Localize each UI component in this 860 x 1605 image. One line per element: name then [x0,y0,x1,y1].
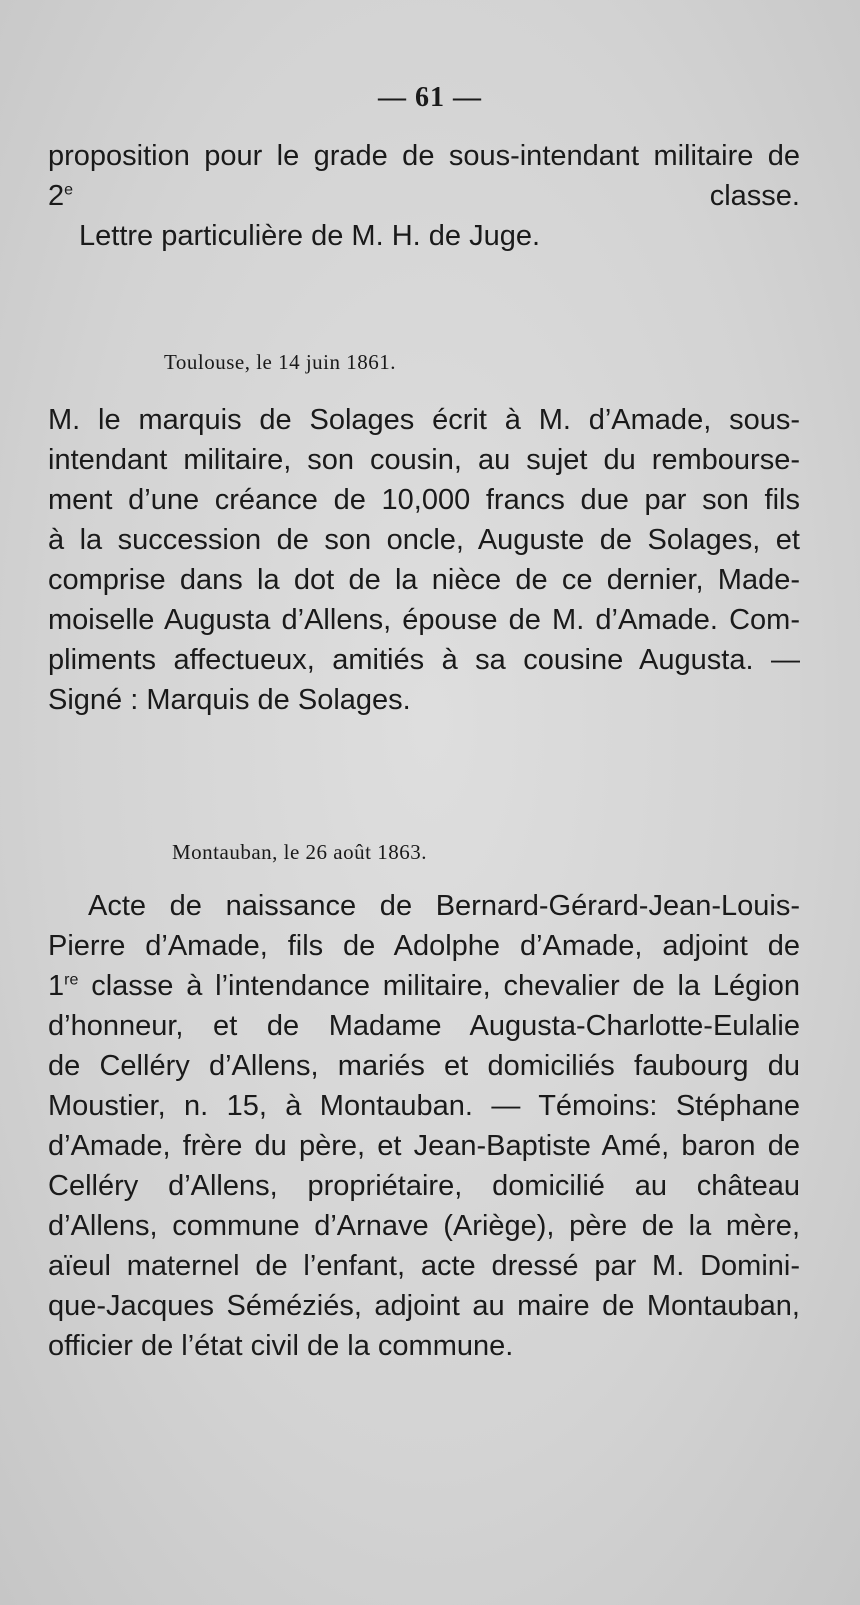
paragraph-1 [48,136,800,256]
dateline-toulouse: Toulouse, le 14 juin 1861. [164,350,397,374]
ordinal-suffix: re [64,971,79,989]
ordinal-number: 1 [48,970,65,1002]
text-fragment: classe à l’intendance militaire, chevalier de la Légion [78,970,800,1002]
text-line: M. le marquis de Solages écrit à M. d’Amade, sous- [48,404,800,436]
text-line: Lettre particulière de M. H. de Juge. [79,220,541,252]
text-line: comprise dans la dot de la nièce de ce dernier, Made- [48,564,800,596]
ordinal-suffix: e [64,181,74,199]
text-line: d’Amade, frère du père, et Jean-Baptiste Amé, baron de [48,1130,800,1162]
paragraph-3 [48,886,800,1366]
text-line [48,966,800,1006]
text-line: à la succession de son oncle, Auguste de Solages, et [48,524,800,556]
text-line: d’honneur, et de Madame Augusta-Charlotte-Eulalie [48,1010,800,1042]
text-line: d’Allens, commune d’Arnave (Ariège), père de la mère, [48,1210,800,1242]
dateline-montauban: Montauban, le 26 août 1863. [172,840,427,864]
text-line: pliments affectueux, amitiés à sa cousine Augusta. — [48,644,800,676]
text-fragment: classe. [73,180,800,212]
paragraph-2 [48,400,800,720]
text-line: de Celléry d’Allens, mariés et domiciliés faubourg du [48,1050,800,1082]
text-line: Celléry d’Allens, propriétaire, domicilié au château [48,1170,800,1202]
text-line [48,176,800,216]
text-line: que-Jacques Séméziés, adjoint au maire de Montauban, [48,1290,800,1322]
text-line: Moustier, n. 15, à Montauban. — Témoins: Stéphane [48,1090,800,1122]
ordinal-number: 2 [48,180,65,212]
page-number: — 61 — [378,82,482,113]
text-line: intendant militaire, son cousin, au sujet du rembourse- [48,444,800,476]
text-line: officier de l’état civil de la commune. [48,1330,514,1362]
text-line: aïeul maternel de l’enfant, acte dressé par M. Domini- [48,1250,800,1282]
text-line: proposition pour le grade de sous-intendant militaire de [48,140,800,172]
text-line: ment d’une créance de 10,000 francs due par son fils [48,484,800,516]
text-line: moiselle Augusta d’Allens, épouse de M. d’Amade. Com- [48,604,800,636]
text-line: Signé : Marquis de Solages. [48,684,411,716]
text-line: Pierre d’Amade, fils de Adolphe d’Amade, adjoint de [48,930,800,962]
text-line: Acte de naissance de Bernard-Gérard-Jean-Louis- [88,890,800,922]
